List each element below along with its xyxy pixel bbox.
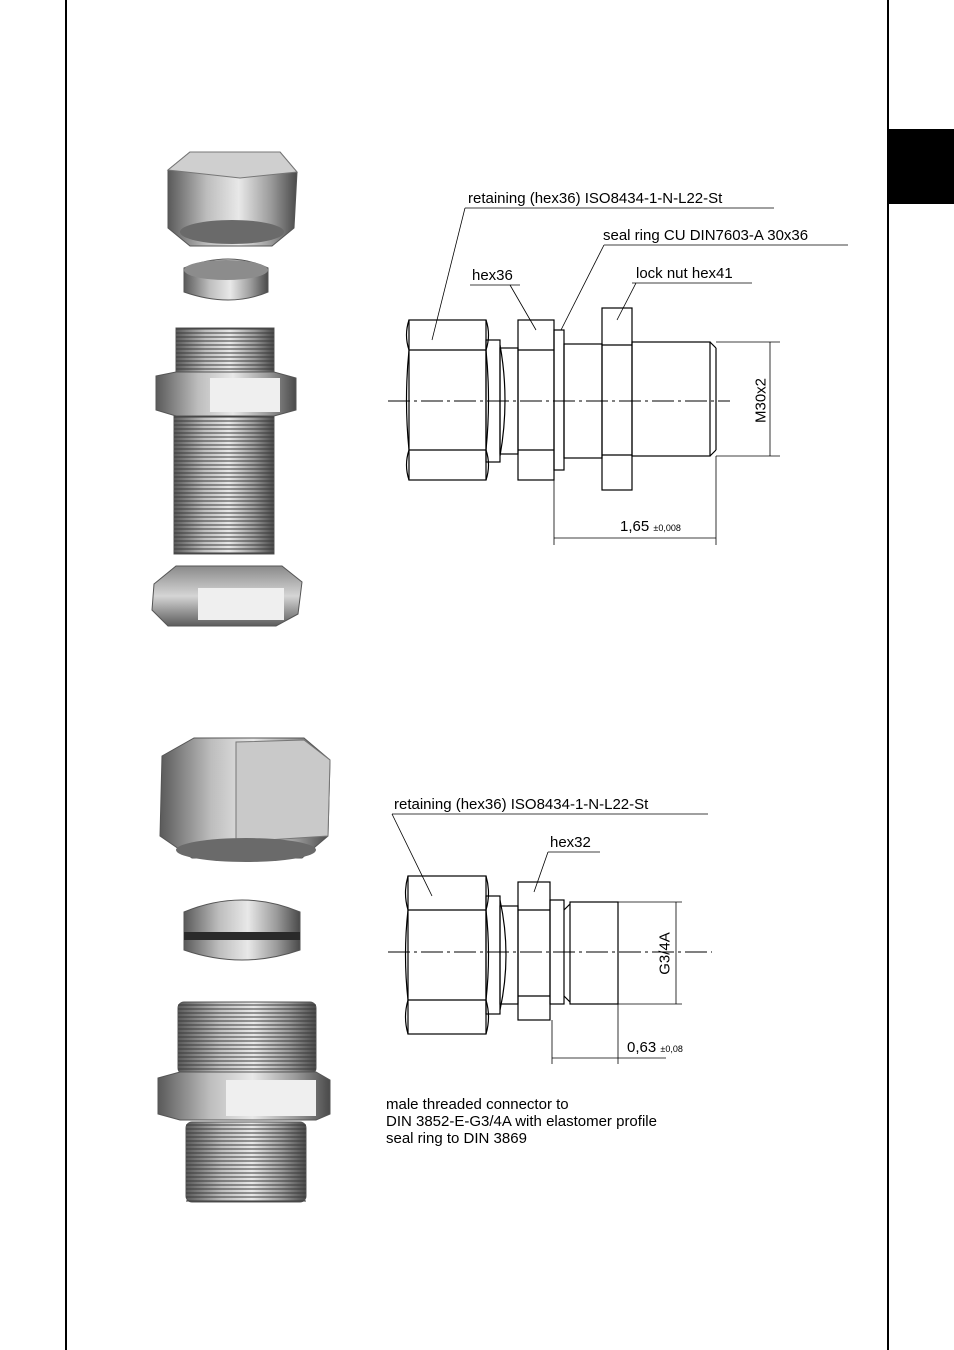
top-label-thread: M30x2: [752, 377, 770, 424]
top-dimension: [620, 519, 681, 536]
top-label-hex: hex36: [472, 267, 513, 284]
bottom-dimension: [627, 1040, 683, 1057]
top-label-retaining: retaining (hex36) ISO8434-1-N-L22-St: [468, 190, 723, 207]
bottom-label-retaining: retaining (hex36) ISO8434-1-N-L22-St: [394, 796, 649, 813]
top-drawing: [388, 208, 848, 545]
top-label-seal-ring: seal ring CU DIN7603-A 30x36: [603, 227, 809, 244]
bottom-description: [386, 1096, 657, 1147]
description-line: male threaded connector to: [386, 1096, 569, 1113]
bottom-dim-tolerance: ±0,08: [660, 1044, 683, 1054]
description-line: DIN 3852-E-G3/4A with elastomer profile: [386, 1113, 657, 1130]
bottom-dim-value: 0,63: [627, 1039, 657, 1056]
top-label-lock-nut: lock nut hex41: [636, 265, 733, 282]
bottom-label-hex: hex32: [550, 834, 591, 851]
description-line: seal ring to DIN 3869: [386, 1130, 527, 1147]
top-dim-value: 1,65: [620, 518, 650, 535]
top-dim-tolerance: ±0,008: [653, 523, 681, 533]
bottom-label-thread: G3/4A: [656, 932, 674, 975]
